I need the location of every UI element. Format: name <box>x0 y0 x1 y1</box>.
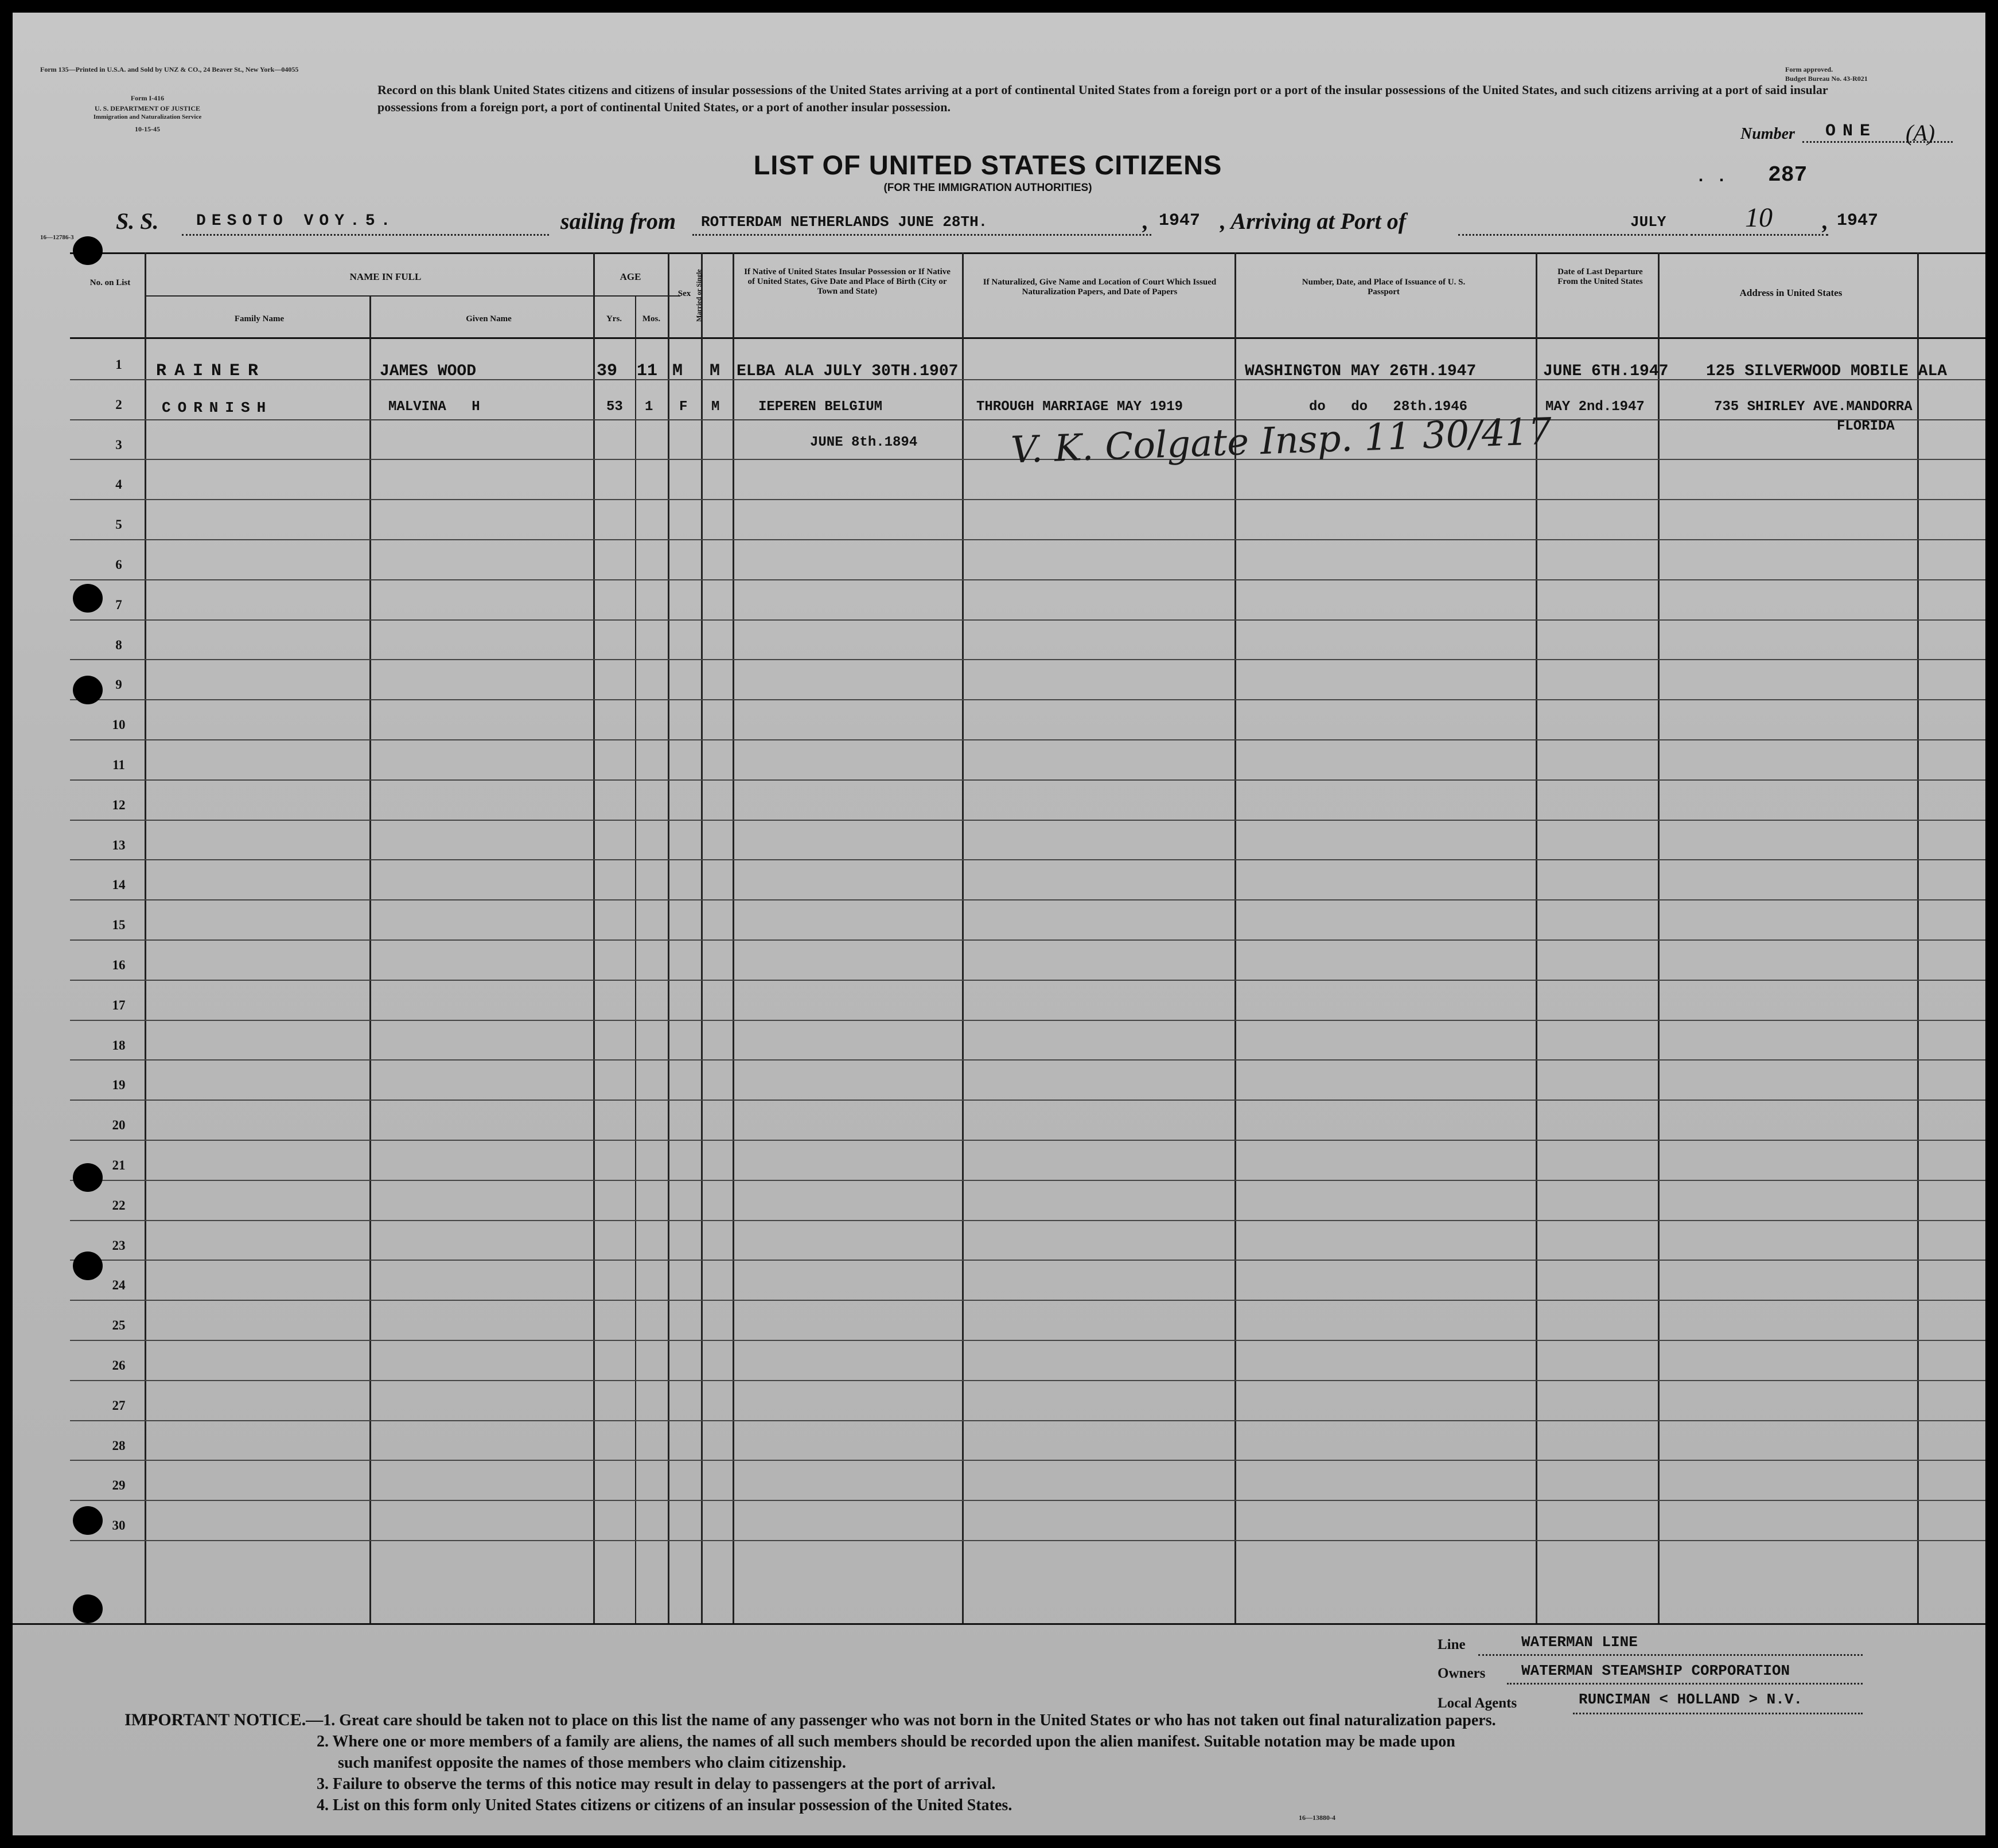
row-number: 29 <box>112 1478 126 1493</box>
row-number: 10 <box>112 718 126 732</box>
manifest-sheet <box>13 13 1985 1835</box>
row-line <box>70 379 1985 380</box>
row1-given: JAMES WOOD <box>380 362 477 380</box>
row-number: 7 <box>115 597 122 612</box>
header-naturalized: If Naturalized, Give Name and Location of Court Which Issued Naturalization Papers, and Date of Papers <box>983 278 1217 297</box>
row1-married: M <box>710 361 720 381</box>
col-line-yrs <box>635 295 636 1623</box>
row-line <box>70 1420 1985 1421</box>
col-line-native <box>962 252 964 1623</box>
row-number: 6 <box>115 557 122 572</box>
page-number: 287 <box>1768 163 1808 188</box>
arrival-day: 10 <box>1745 202 1773 233</box>
notice-heading: IMPORTANT NOTICE.— <box>124 1710 324 1729</box>
row2-address: 735 SHIRLEY AVE.MANDORRA <box>1714 399 1913 415</box>
col-line-sex <box>701 252 703 1623</box>
row2-given: MALVINA H <box>388 399 480 415</box>
row-number: 12 <box>112 797 126 812</box>
header-mos: Mos. <box>642 314 661 323</box>
col-line-address <box>1917 252 1919 1623</box>
row1-sex: M <box>672 361 683 381</box>
ship-name: DESOTO VOY.5. <box>196 212 396 230</box>
header-native: If Native of United States Insular Possession or If Native of United States, Give Date and Place of Birth (City or Town and State) <box>744 267 951 296</box>
header-address: Address in United States <box>1739 287 1843 298</box>
header-age: AGE <box>620 271 641 282</box>
row-line <box>70 1540 1985 1541</box>
col-line-given <box>593 252 595 1623</box>
row-line <box>70 1260 1985 1261</box>
row1-mos: 11 <box>637 361 658 381</box>
row-number: 4 <box>115 477 122 492</box>
row-line <box>70 1020 1985 1021</box>
row-number: 18 <box>112 1038 126 1052</box>
col-line-passport <box>1536 252 1537 1623</box>
owners-label: Owners <box>1438 1666 1486 1681</box>
row-line <box>70 1220 1985 1221</box>
page-subtitle: (FOR THE IMMIGRATION AUTHORITIES) <box>883 182 1092 194</box>
important-notice <box>124 1709 1931 1816</box>
header-given-name: Given Name <box>466 314 512 323</box>
row2-family: CORNISH <box>162 399 273 416</box>
header-passport: Number, Date, and Place of Issuance of U. S. Passport <box>1302 278 1466 297</box>
row2-passport: do do 28th.1946 <box>1309 399 1468 415</box>
agents-label: Local Agents <box>1438 1695 1517 1711</box>
binder-hole <box>73 1163 103 1192</box>
row-line <box>70 419 1985 420</box>
row-line <box>70 939 1985 941</box>
row-line <box>70 1380 1985 1381</box>
notice-item-2-cont: such manifest opposite the names of those members who claim citizenship. <box>338 1754 846 1772</box>
row-line <box>70 1300 1985 1301</box>
row-number: 13 <box>112 837 126 852</box>
row-line <box>70 1100 1985 1101</box>
line-underline <box>1478 1654 1863 1656</box>
row-line <box>70 659 1985 660</box>
day-line <box>1691 234 1828 236</box>
row-number: 21 <box>112 1158 126 1172</box>
port-line <box>1458 234 1688 236</box>
number-note: (A) <box>1906 120 1935 146</box>
header-married: Married or Single <box>695 269 703 322</box>
row1-family: RAINER <box>156 361 267 381</box>
agents-value: RUNCIMAN < HOLLAND > N.V. <box>1579 1691 1803 1708</box>
row-number: 5 <box>115 517 122 532</box>
row1-yrs: 39 <box>597 361 618 381</box>
page-title: LIST OF UNITED STATES CITIZENS <box>753 150 1222 180</box>
row-number: 22 <box>112 1198 126 1212</box>
col-line-family <box>369 295 371 1623</box>
row-number: 19 <box>112 1078 126 1093</box>
row-number: 1 <box>115 357 122 372</box>
bottom-code: 16—13880-4 <box>1299 1814 1335 1822</box>
row-number: 15 <box>112 918 126 933</box>
row2-mos: 1 <box>645 399 653 415</box>
row2-birth-date: JUNE 8th.1894 <box>810 435 918 450</box>
side-stamp: 16—12786-3 <box>40 234 74 241</box>
col-line-mos <box>668 252 669 1623</box>
form-number: Form I-416 <box>130 94 165 102</box>
row-number: 9 <box>115 677 122 692</box>
row2-sex: F <box>679 399 688 415</box>
binder-hole <box>73 676 103 704</box>
form-print-line: Form 135—Printed in U.S.A. and Sold by UNZ & CO., 24 Beaver St., New York—04055 <box>40 65 299 73</box>
service: Immigration and Naturalization Service <box>93 114 202 120</box>
owners-underline <box>1507 1683 1863 1685</box>
row-number: 14 <box>112 878 126 892</box>
row-line <box>70 899 1985 900</box>
inspector-signature: V. K. Colgate Insp. 11 30/417 <box>1010 410 1553 472</box>
notice-item-3: 3. Failure to observe the terms of this notice may result in delay to passengers at the port of arrival. <box>317 1775 996 1793</box>
row-number: 8 <box>115 637 122 652</box>
row-line <box>70 579 1985 580</box>
sailing-line <box>692 234 1151 236</box>
row-line <box>70 1180 1985 1181</box>
row-number: 16 <box>112 958 126 972</box>
day-comma: , <box>1822 208 1828 234</box>
row2-address-line2: FLORIDA <box>1837 419 1895 434</box>
row-number: 20 <box>112 1118 126 1133</box>
ss-label: S. S. <box>116 208 159 234</box>
row-line <box>70 539 1985 540</box>
row-number: 28 <box>112 1438 126 1453</box>
row-number: 17 <box>112 997 126 1012</box>
record-notice: Record on this blank United States citizens and citizens of insular possessions of the United States arriving at a port of continental United States from a foreign port or a port of the insular possessions of the United States, and such citizens arriving at a port of said insular possessions from a foreign port, a port of continental United States, or a port of another insular possession. <box>377 83 1828 114</box>
row-line <box>70 619 1985 621</box>
binder-hole <box>73 1594 103 1623</box>
binder-hole <box>73 236 103 265</box>
row-line <box>70 1140 1985 1141</box>
row2-naturalized: THROUGH MARRIAGE MAY 1919 <box>976 399 1183 415</box>
ship-line <box>182 234 549 236</box>
number-label: Number <box>1740 125 1795 143</box>
row-number: 3 <box>115 437 122 452</box>
row-number: 25 <box>112 1318 126 1333</box>
notice-item-2: 2. Where one or more members of a family are aliens, the names of all such members should be recorded upon the alien manifest. Suitable notation may be made upon <box>317 1733 1455 1750</box>
row-line <box>70 1500 1985 1501</box>
row1-birth: ELBA ALA JULY 30TH.1907 <box>737 362 959 380</box>
arrival-month: JULY <box>1630 213 1666 231</box>
owners-value: WATERMAN STEAMSHIP CORPORATION <box>1521 1662 1790 1679</box>
row-line <box>70 1340 1985 1341</box>
row-number: 11 <box>112 758 125 772</box>
arrival-year: 1947 <box>1837 211 1879 231</box>
sailing-from: ROTTERDAM NETHERLANDS JUNE 28TH. <box>701 213 988 231</box>
sailing-label: sailing from <box>560 208 676 234</box>
row-number: 23 <box>112 1238 126 1253</box>
row-line <box>70 859 1985 860</box>
year-comma: , <box>1143 208 1148 234</box>
line-label: Line <box>1438 1637 1466 1652</box>
row-number: 2 <box>115 397 122 412</box>
arriving-label: , Arriving at Port of <box>1220 208 1407 234</box>
department: U. S. DEPARTMENT OF JUSTICE <box>94 104 201 112</box>
row-line <box>70 1460 1985 1461</box>
binder-hole <box>73 1506 103 1535</box>
row-number: 27 <box>112 1398 126 1413</box>
header-no-on-list: No. on List <box>89 278 131 287</box>
col-line-no <box>145 252 146 1623</box>
row2-birth: IEPEREN BELGIUM <box>758 399 883 415</box>
header-yrs: Yrs. <box>606 314 622 323</box>
col-line-departure <box>1658 252 1660 1623</box>
binder-hole <box>73 1252 103 1280</box>
row-line <box>70 779 1985 781</box>
row2-departure: MAY 2nd.1947 <box>1545 399 1645 415</box>
row-number: 30 <box>112 1518 126 1533</box>
row-number: 26 <box>112 1358 126 1373</box>
line-value: WATERMAN LINE <box>1521 1633 1638 1651</box>
budget-line1: Form approved. <box>1785 65 1833 73</box>
notice-item-1: 1. Great care should be taken not to place on this list the name of any passenger who was not born in the United States or who has not taken out final naturalization papers. <box>323 1711 1496 1729</box>
row-line <box>70 499 1985 500</box>
name-age-divider <box>145 295 680 297</box>
row2-yrs: 53 <box>606 399 623 415</box>
row2-married: M <box>711 399 720 415</box>
number-value: ONE <box>1825 122 1878 141</box>
table-top-border <box>70 252 1985 254</box>
col-line-married <box>733 252 734 1623</box>
row1-departure: JUNE 6TH.1947 <box>1543 362 1669 380</box>
row-number: 24 <box>112 1278 126 1293</box>
table-header-border <box>70 337 1985 339</box>
row-line <box>70 1059 1985 1061</box>
row-line <box>70 699 1985 700</box>
header-family-name: Family Name <box>234 314 285 323</box>
page-mark: . . <box>1696 167 1727 187</box>
sailing-year: 1947 <box>1159 211 1201 231</box>
header-sex: Sex <box>677 289 691 298</box>
header-last-departure: Date of Last Departure From the United States <box>1557 267 1643 286</box>
row1-passport: WASHINGTON MAY 26TH.1947 <box>1245 362 1477 380</box>
form-date: 10-15-45 <box>135 125 160 133</box>
header-name-in-full: NAME IN FULL <box>349 271 422 282</box>
binder-hole <box>73 584 103 613</box>
budget-line2: Budget Bureau No. 43-R021 <box>1785 75 1868 83</box>
row-line <box>70 980 1985 981</box>
table-bottom-border <box>13 1623 1985 1625</box>
notice-item-4: 4. List on this form only United States citizens or citizens of an insular possession of the United States. <box>317 1796 1012 1814</box>
row-line <box>70 820 1985 821</box>
row1-address: 125 SILVERWOOD MOBILE ALA <box>1706 362 1948 380</box>
row-line <box>70 739 1985 740</box>
